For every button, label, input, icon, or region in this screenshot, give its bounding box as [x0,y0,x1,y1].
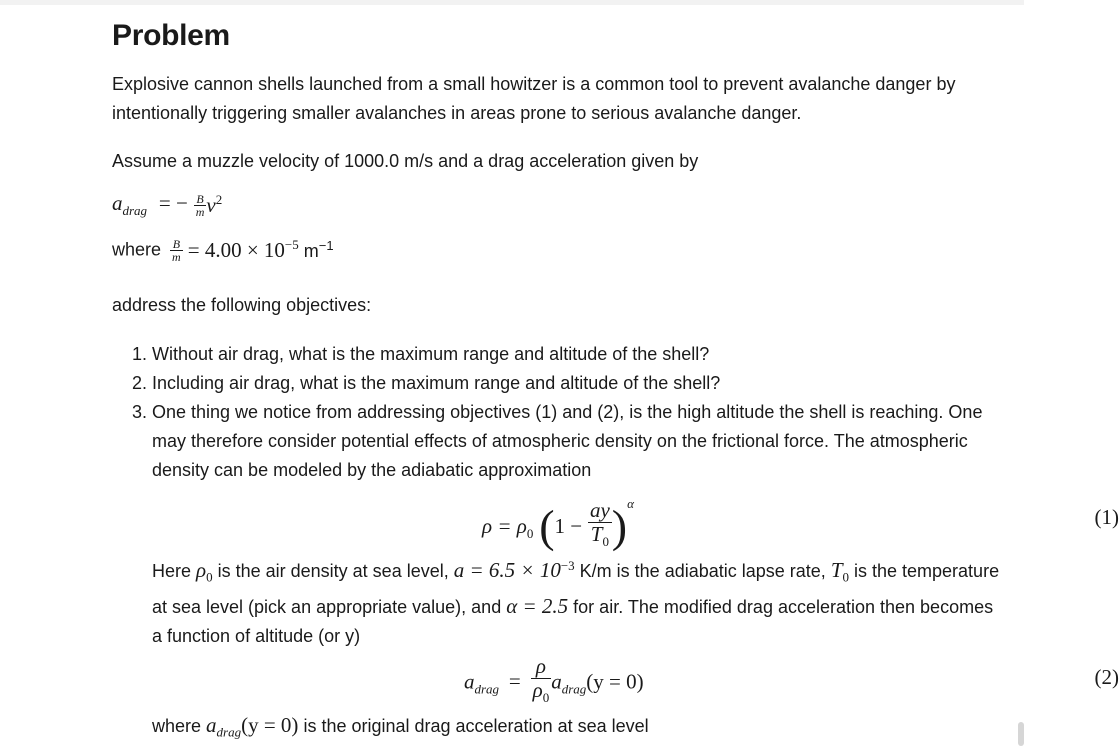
top-bar [0,0,1024,5]
eq1-lhs: ρ = ρ [482,513,527,538]
here-rho-sub: 0 [206,569,213,585]
objectives-list [112,340,1119,746]
final-t1: where [152,715,207,736]
eq2-rhs-sub: drag [561,681,587,697]
drag-equation [112,191,1007,227]
eq1-fraction [588,499,612,553]
assume-paragraph: Assume a muzzle velocity of 1000.0 m/s and a drag acceleration given by [112,151,699,171]
eq1-lhs-sub: 0 [526,526,534,541]
here-paragraph [152,551,1007,651]
drag-frac-num: B [194,193,207,206]
document-content [112,18,1119,746]
eq2-lhs-sub: drag [474,681,500,697]
eq1-one-minus: 1 − [554,513,583,538]
eq1-left-paren: ( [539,500,555,552]
drag-fraction [194,193,207,218]
eq2-rhs-arg: (y = 0) [586,669,644,694]
where-unit: m [303,241,319,261]
final-t2: is the original drag acceleration at sea level [298,715,649,736]
eq1-exponent: α [627,496,634,511]
where-label: where [112,239,162,260]
eq2-number: (2) [1094,664,1119,689]
drag-power: 2 [215,192,223,208]
objective-item-2: 2. Including air drag, what is the maximum range and altitude of the shell? [152,369,1007,398]
where-line [112,237,1007,271]
where-value: = 4.00 × 10 [187,238,285,262]
drag-frac-den: m [195,204,205,219]
final-arg: (y = 0) [241,712,299,737]
where-fraction [170,238,183,263]
here-a-eq: a = 6.5 × 10 [453,558,561,582]
eq2-num: ρ [531,655,552,679]
where-frac-num: B [170,238,183,251]
page-title: Problem [112,19,230,52]
here-T-sub: 0 [842,569,849,585]
final-a: a [206,712,217,737]
here-a-exp: −3 [560,558,575,573]
here-t1: Here [152,561,197,581]
eq2-fraction [531,655,552,709]
objective-item-3-text: One thing we notice from addressing objectives (1) and (2), is the high altitude the shell is reaching. One may therefore consider potential effects of atmospheric density on the frictional force. The atmospheric density can be modeled by the adiabatic approximation [152,402,983,480]
here-T: T [830,558,843,582]
where-frac-den: m [172,249,181,264]
drag-lhs: a [112,191,123,215]
here-rho: ρ [196,558,207,582]
eq2-eq: = [508,669,521,694]
scrollbar-thumb[interactable] [1018,722,1024,746]
address-paragraph: address the following objectives: [112,295,372,315]
drag-lhs-sub: drag [122,203,148,219]
intro-paragraph: Explosive cannon shells launched from a small howitzer is a common tool to prevent avalanche danger by intentionally triggering smaller avalanches in areas prone to serious avalanche danger. [112,74,956,123]
eq1-den-sub: 0 [602,534,609,550]
drag-var: v [206,193,216,218]
eq1-num: ay [589,498,610,523]
where-unit-exp: −1 [318,238,334,253]
eq2-den: ρ [532,677,543,702]
objective-item-3 [152,398,1119,746]
eq1-number: (1) [1094,505,1119,529]
final-paragraph [152,711,1007,747]
drag-equals: = − [158,191,188,215]
eq2-den-sub: 0 [542,689,550,705]
here-t4: is the temperature at sea level (pick an appropriate value), and [152,561,1000,617]
eq1-right-paren: ) [611,500,628,552]
here-t5: for air. The modified drag acceleration then becomes a function of altitude (or y) [152,596,994,646]
objective-item-1: 1. Without air drag, what is the maximum range and altitude of the shell? [152,340,1007,369]
here-t2: is the air density at sea level, [212,561,454,581]
final-a-sub: drag [216,724,242,740]
here-alpha-eq: α = 2.5 [506,593,569,618]
eq2-lhs: a [464,669,475,694]
where-exp: −5 [284,237,299,252]
equation-2 [152,651,1119,711]
eq1-den: T [590,522,603,547]
equation-1 [152,485,1119,552]
eq2-rhs: a [551,669,562,694]
here-t3: K/m is the adiabatic lapse rate, [574,561,831,581]
